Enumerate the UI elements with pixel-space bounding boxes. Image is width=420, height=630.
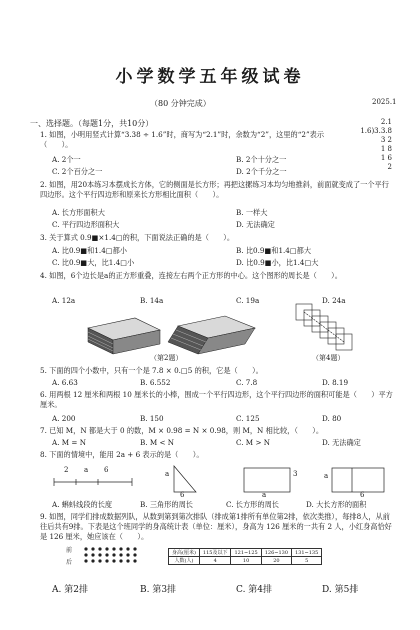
q6-option-d[interactable]: D. 80	[322, 414, 342, 423]
q8-option-c[interactable]: C. 长方形的周长	[226, 500, 279, 509]
question-9: 9. 如图，同学们排成数据列队，从数到第到第次排队（排成第1排所有单位第2排，依次类推），每排8人，从前往后共有9排。下表是这个班同学的身高统计表（单位：厘米），身高为 126 厘米的一共有 2 人，小红身高恰好是 126 厘米，她应该在（ ）。	[40, 512, 392, 541]
table-cell: 121~125	[231, 549, 261, 557]
segment-label-2: 2	[64, 466, 69, 474]
segment-label-6: 6	[104, 466, 109, 474]
question-4: 4. 如图，6个边长是a的正方形重叠，连接左右两个正方形的中心。这个图形的周长是（ ）。	[40, 271, 342, 280]
q4-option-c[interactable]: C. 19a	[236, 296, 260, 305]
q2-option-b[interactable]: B. 一样大	[236, 208, 268, 217]
q2-option-d[interactable]: D. 无法确定	[236, 220, 275, 229]
q5-option-a[interactable]: A. 6.63	[52, 378, 78, 387]
q3-option-c[interactable]: C. 比0.9■大，比1.4□小	[52, 258, 135, 267]
q6-option-c[interactable]: C. 125	[236, 414, 260, 423]
exam-date: 2025.1	[372, 98, 397, 106]
big-rectangle-label-a: a	[324, 472, 329, 480]
long-division	[352, 118, 392, 172]
q5-option-b[interactable]: B. 6.552	[140, 378, 171, 387]
straight-stack	[88, 318, 160, 354]
q1-option-d[interactable]: D. 2个千分之一	[236, 167, 287, 176]
question-6: 6. 用两根 12 厘米和两根 10 厘米长的小棒，围成一个平行四边形，这个平行四边形的面积可能是（ ）平方厘米。	[40, 390, 393, 409]
rectangle-figure	[244, 468, 290, 492]
table-cell: 131~135	[292, 549, 322, 557]
q9-option-c[interactable]: C. 第4排	[236, 585, 273, 595]
overlapping-squares-figure	[292, 300, 362, 356]
question-8: 8. 下面的情境中，能用 2a + 6 表示的是（ ）。	[40, 450, 204, 459]
table-cell: 115及以下	[199, 549, 231, 557]
triangle-figure	[174, 466, 196, 492]
q7-option-b[interactable]: B. M < N	[140, 438, 175, 447]
q7-option-a[interactable]: A. M = N	[52, 438, 87, 447]
rectangle-label-a: a	[262, 491, 267, 499]
diagram-label-front: 前	[66, 547, 73, 554]
q4-option-b[interactable]: B. 14a	[140, 296, 164, 305]
table-row	[169, 557, 322, 565]
table-header-row	[169, 549, 322, 557]
q3-option-b[interactable]: B. 比0.9■和1.4□都大	[236, 246, 312, 255]
q3-option-d[interactable]: D. 比0.9■小，比1.4□大	[236, 258, 319, 267]
section-heading: 一、选择题。（每题1分，共10分）	[30, 119, 154, 128]
segment-label-a: a	[84, 466, 89, 474]
q7-option-c[interactable]: C. M > N	[236, 438, 271, 447]
q1-option-b[interactable]: B. 2个十分之一	[236, 155, 287, 164]
q9-option-a[interactable]: A. 第2排	[52, 585, 88, 595]
division-line-4: 1 8	[380, 145, 392, 153]
q8-option-b[interactable]: B. 三角形的周长	[140, 500, 193, 509]
table-cell: 126~130	[261, 549, 291, 557]
q7-option-d[interactable]: D. 无法确定	[322, 438, 361, 447]
exam-title: 小学数学五年级试卷	[115, 67, 305, 87]
q6-option-b[interactable]: B. 150	[140, 414, 164, 423]
question-1: 1. 如图，小明用竖式计算“3.38 ÷ 1.6”时，商写为“2.1”时，余数为“2”，这里的“2”表示（ ）。	[40, 130, 325, 149]
division-line-2: 1.6)3.3.8	[360, 127, 392, 135]
question-5: 5. 下面的四个小数中，只有一个是 7.8 × 0.□5 的积，它是（ ）。	[40, 366, 263, 375]
q3-option-a[interactable]: A. 比0.9■和1.4□都小	[52, 246, 127, 255]
figure-4-caption: （第4题）	[312, 354, 345, 362]
q4-option-a[interactable]: A. 12a	[52, 296, 76, 305]
division-line-1: 2.1	[380, 118, 392, 126]
question-3: 3. 关于算式 0.9■×1.4□的积，下面说法正确的是（ ）。	[40, 233, 235, 242]
division-line-3: 3 2	[380, 136, 392, 144]
table-cell: 身高(厘米)	[169, 549, 200, 557]
figure-2-caption: （第2题）	[150, 354, 183, 362]
big-rectangle-figure	[332, 468, 384, 492]
q5-option-d[interactable]: D. 8.19	[322, 378, 349, 387]
q5-option-c[interactable]: C. 7.8	[236, 378, 258, 387]
q8-option-d[interactable]: D. 大长方形的面积	[306, 500, 367, 509]
height-stats-table	[168, 548, 322, 565]
table-cell: 人数(人)	[169, 557, 200, 565]
triangle-label-6: 6	[180, 491, 185, 499]
question-2: 2. 如图，用20本练习本摆成长方体，它的侧面是长方形；再把这摞练习本均匀地推斜，前面就变成了一个平行四边形。这个平行四边形和原来长方形相比面积（ ）。	[40, 180, 389, 199]
q8-figures	[50, 462, 390, 496]
q9-option-b[interactable]: B. 第3排	[140, 585, 177, 595]
q1-option-c[interactable]: C. 2个百分之一	[52, 167, 103, 176]
segment-figure	[54, 478, 132, 486]
question-7: 7. 已知 M，N 都是大于 0 的数，M × 0.98 = N × 0.98，则 M，N 相比较，（ ）。	[40, 426, 324, 435]
division-line-5: 1 6	[380, 154, 392, 162]
slanted-stack	[168, 316, 255, 354]
diagram-label-back: 后	[66, 559, 73, 566]
table-cell: 4	[199, 557, 231, 565]
q9-option-d[interactable]: D. 第5排	[322, 585, 359, 595]
q2-option-c[interactable]: C. 平行四边形面积大	[52, 220, 120, 229]
triangle-label-a: a	[165, 470, 170, 478]
table-cell: 20	[261, 557, 291, 565]
division-line-6: 2	[387, 163, 392, 171]
table-cell: 10	[231, 557, 261, 565]
table-cell: 5	[292, 557, 322, 565]
q8-option-a[interactable]: A. 蝌蚪线段的长度	[52, 500, 113, 509]
q6-option-a[interactable]: A. 200	[52, 414, 76, 423]
q1-option-a[interactable]: A. 2个一	[52, 155, 81, 164]
big-rectangle-label-6: 6	[360, 491, 365, 499]
line-up-diagram	[60, 544, 160, 568]
q2-option-a[interactable]: A. 长方形面积大	[52, 208, 105, 217]
exam-subtitle: （80 分钟完成）	[150, 99, 211, 108]
rectangle-label-3: 3	[293, 470, 298, 478]
q4-option-d[interactable]: D. 24a	[322, 296, 346, 305]
